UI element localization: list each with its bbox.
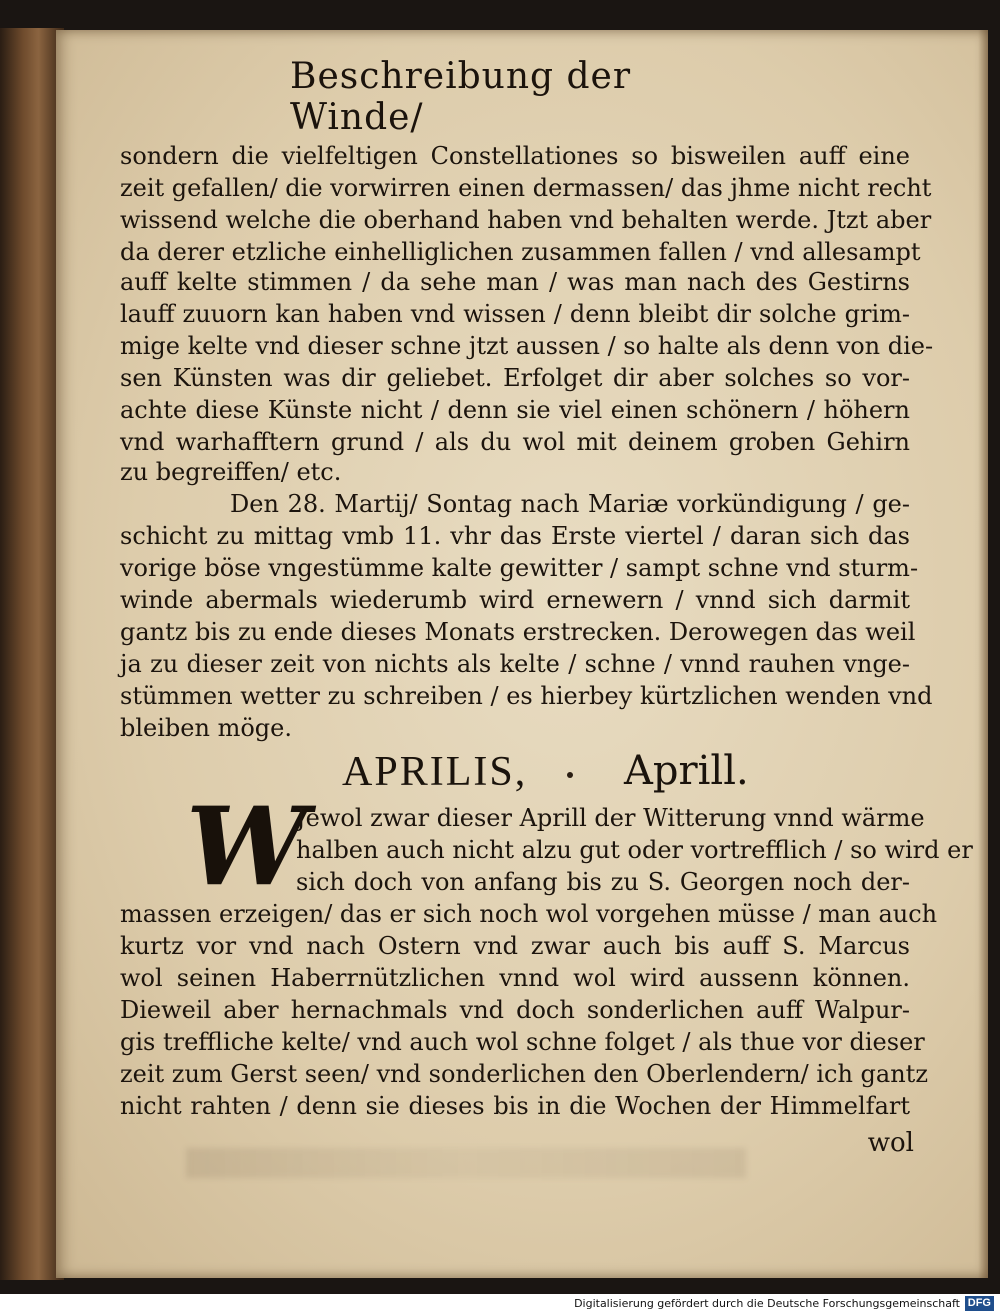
text-line: zu begreiffen/ etc. [120, 458, 342, 486]
text-line: zeit zum Gerst seen/ vnd sonderlichen den Oberlendern/ ich gantz [120, 1060, 928, 1088]
text-line: wol seinen Haberrnützlichen vnnd wol wird aussenn können. [120, 964, 910, 992]
text-line-indent: Den 28. Martij/ Sontag nach Mariæ vorkündigung / ge- [230, 490, 910, 518]
text-line: gis treffliche kelte/ vnd auch wol schne folget / als thue vor dieser [120, 1028, 925, 1056]
text-line: sondern die vielfeltigen Constellationes so bisweilen auff eine [120, 142, 910, 170]
text-line: mige kelte vnd dieser schne jtzt aussen / so halte als denn von die- [120, 332, 934, 360]
section-heading-latin: APRILIS, [342, 749, 528, 795]
text-line: gantz bis zu ende dieses Monats erstrecken. Derowegen das weil [120, 618, 916, 646]
text-line: lauff zuuorn kan haben vnd wissen / denn bleibt dir solche grim- [120, 300, 910, 328]
text-line: da derer etzliche einhelliglichen zusammen fallen / vnd allesampt [120, 238, 921, 266]
running-head: Beschreibung der Winde/ [290, 56, 632, 138]
catchword: wol [867, 1128, 914, 1158]
text-line: schicht zu mittag vmb 11. vhr das Erste viertel / daran sich das [120, 522, 910, 550]
text-line: stümmen wetter zu schreiben / es hierbey kürtzlichen wenden vnd [120, 682, 933, 710]
text-line: nicht rahten / denn sie dieses bis in die Wochen der Himmelfart [120, 1092, 910, 1120]
text-line: ja zu dieser zeit von nichts als kelte / schne / vnnd rauhen vnge- [120, 650, 910, 678]
heading-separator-dot [567, 772, 573, 778]
text-line: massen erzeigen/ das er sich noch wol vorgehen müsse / man auch [120, 900, 938, 928]
text-line: kurtz vor vnd nach Ostern vnd zwar auch bis auff S. Marcus [120, 932, 910, 960]
text-line: wissend welche die oberhand haben vnd behalten werde. Jtzt aber [120, 206, 932, 234]
text-line: achte diese Künste nicht / denn sie viel einen schönern / höhern [120, 396, 910, 424]
section-heading-german: Aprill. [624, 748, 749, 794]
text-line-dropcap: halben auch nicht alzu gut oder vortrefflich / so wird er [296, 836, 973, 864]
text-line-dropcap: Jewol zwar dieser Aprill der Witterung vnnd wärme [296, 804, 925, 832]
drop-cap-initial: W [186, 784, 308, 910]
book-spine-edge [0, 28, 64, 1280]
text-line: bleiben möge. [120, 714, 292, 742]
page-edge-shadow [978, 30, 988, 1278]
text-line: sen Künsten was dir geliebet. Erfolget dir aber solches so vor- [120, 364, 910, 392]
bleed-through-shadow [186, 1148, 746, 1178]
dfg-logo: DFG [965, 1296, 994, 1311]
text-line: vnd warhafftern grund / als du wol mit deinem groben Gehirn [120, 428, 910, 456]
text-line: vorige böse vngestümme kalte gewitter / sampt schne vnd sturm- [120, 554, 919, 582]
footer-credit: Digitalisierung gefördert durch die Deutsche Forschungsgemeinschaft [574, 1297, 960, 1310]
text-line: auff kelte stimmen / da sehe man / was man nach des Gestirns [120, 268, 910, 296]
text-line: zeit gefallen/ die vorwirren einen dermassen/ das jhme nicht recht [120, 174, 932, 202]
text-line: Dieweil aber hernachmals vnd doch sonderlichen auff Walpur- [120, 996, 910, 1024]
text-line: winde abermals wiederumb wird ernewern / vnnd sich darmit [120, 586, 910, 614]
text-line-dropcap: sich doch von anfang bis zu S. Georgen noch der- [296, 868, 910, 896]
